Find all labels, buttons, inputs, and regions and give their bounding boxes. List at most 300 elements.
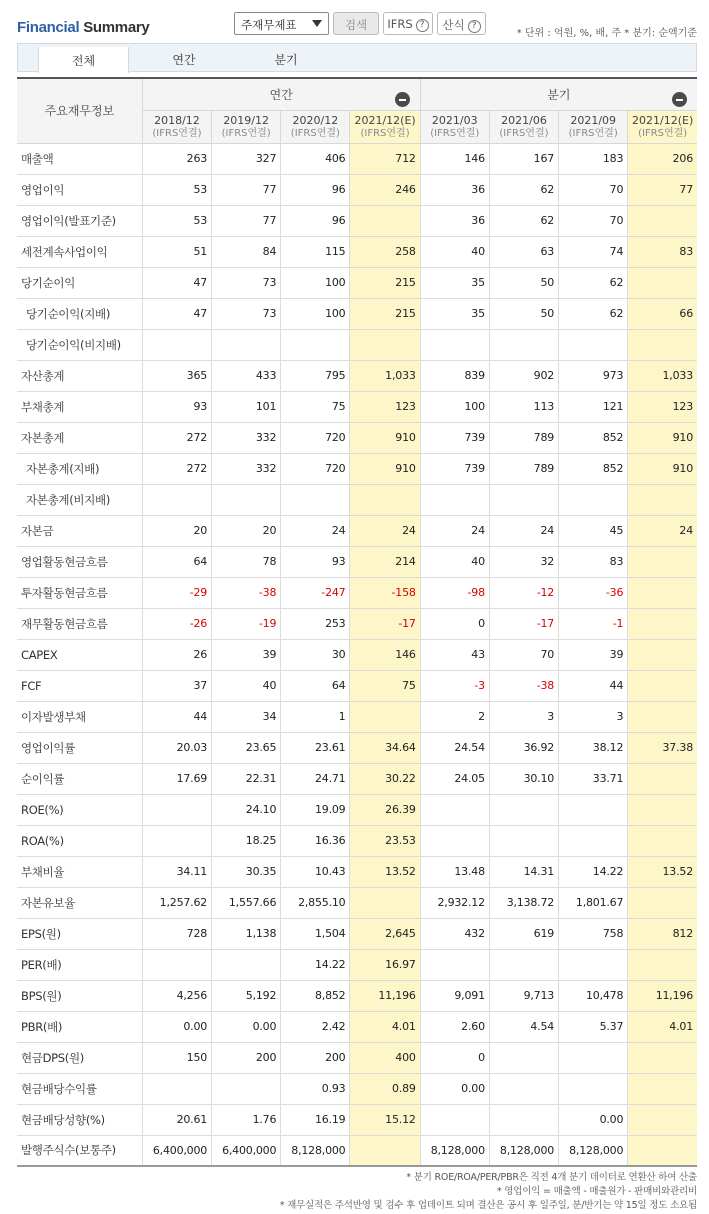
table-row <box>17 1011 697 1042</box>
period-basis: (IFRS연결) <box>638 128 688 139</box>
value-cell: 20.61 <box>142 1104 211 1135</box>
period-tabs <box>17 43 697 72</box>
row-label: EPS(원) <box>17 918 142 949</box>
value-cell: 96 <box>281 205 350 236</box>
value-cell: 73 <box>212 298 281 329</box>
period-header <box>559 110 628 143</box>
value-cell: 146 <box>420 143 489 174</box>
value-cell: 96 <box>281 174 350 205</box>
footnote: * 분기 ROE/ROA/PER/PBR은 직전 4개 분기 데이터로 연환산 하여 산출 <box>406 1172 697 1183</box>
value-cell: 100 <box>281 267 350 298</box>
value-cell: -17 <box>489 608 558 639</box>
value-cell <box>142 329 211 360</box>
value-cell: 34.64 <box>350 732 420 763</box>
value-cell <box>281 329 350 360</box>
value-cell <box>142 794 211 825</box>
value-cell <box>628 1135 697 1166</box>
value-cell: 839 <box>420 360 489 391</box>
table-row <box>17 360 697 391</box>
value-cell: 20 <box>212 515 281 546</box>
value-cell: 9,713 <box>489 980 558 1011</box>
value-cell <box>489 329 558 360</box>
value-cell: -158 <box>350 577 420 608</box>
value-cell: 15.12 <box>350 1104 420 1135</box>
value-cell <box>628 577 697 608</box>
value-cell <box>350 205 420 236</box>
row-label: 재무활동현금흐름 <box>17 608 142 639</box>
row-label: 세전계속사업이익 <box>17 236 142 267</box>
value-cell: 910 <box>350 422 420 453</box>
value-cell: -26 <box>142 608 211 639</box>
collapse-icon[interactable] <box>395 92 410 107</box>
value-cell: 50 <box>489 298 558 329</box>
value-cell: -1 <box>559 608 628 639</box>
tab-annual[interactable]: 연간 <box>172 53 196 67</box>
value-cell: 14.22 <box>281 949 350 980</box>
value-cell: 10,478 <box>559 980 628 1011</box>
table-row <box>17 577 697 608</box>
value-cell: 5.37 <box>559 1011 628 1042</box>
value-cell: 258 <box>350 236 420 267</box>
value-cell: 34 <box>212 701 281 732</box>
value-cell: 45 <box>559 515 628 546</box>
value-cell: 183 <box>559 143 628 174</box>
table-row <box>17 763 697 794</box>
value-cell: -38 <box>489 670 558 701</box>
value-cell <box>628 1073 697 1104</box>
value-cell: 24 <box>489 515 558 546</box>
value-cell: 62 <box>489 205 558 236</box>
row-label: 자본유보율 <box>17 887 142 918</box>
row-label: BPS(원) <box>17 980 142 1011</box>
value-cell <box>559 794 628 825</box>
value-cell: 83 <box>628 236 697 267</box>
value-cell: 739 <box>420 422 489 453</box>
row-label: 자본총계 <box>17 422 142 453</box>
value-cell: 24.54 <box>420 732 489 763</box>
period-header <box>142 110 211 143</box>
row-label: 당기순이익 <box>17 267 142 298</box>
period-header <box>212 110 281 143</box>
value-cell: 852 <box>559 453 628 484</box>
value-cell: 30 <box>281 639 350 670</box>
value-cell <box>420 1104 489 1135</box>
value-cell: 101 <box>212 391 281 422</box>
table-row <box>17 422 697 453</box>
row-label: 당기순이익(지배) <box>17 298 142 329</box>
value-cell: 0.00 <box>212 1011 281 1042</box>
chevron-down-icon <box>312 20 322 27</box>
period-header <box>350 110 420 143</box>
period-label: 2021/03 <box>431 114 478 127</box>
value-cell <box>489 949 558 980</box>
row-label: 당기순이익(비지배) <box>17 329 142 360</box>
value-cell: 44 <box>142 701 211 732</box>
value-cell: -12 <box>489 577 558 608</box>
value-cell: 64 <box>281 670 350 701</box>
value-cell: 795 <box>281 360 350 391</box>
row-label: 영업활동현금흐름 <box>17 546 142 577</box>
value-cell <box>489 484 558 515</box>
value-cell: 365 <box>142 360 211 391</box>
page-header <box>17 10 697 40</box>
value-cell: 272 <box>142 422 211 453</box>
value-cell: 78 <box>212 546 281 577</box>
unit-note: * 단위 : 억원, %, 배, 주 * 분기: 순액기준 <box>516 28 697 39</box>
row-label: 현금배당수익률 <box>17 1073 142 1104</box>
value-cell <box>281 484 350 515</box>
value-cell: 789 <box>489 422 558 453</box>
value-cell <box>559 329 628 360</box>
value-cell: 24 <box>281 515 350 546</box>
value-cell: 758 <box>559 918 628 949</box>
row-label: 현금배당성향(%) <box>17 1104 142 1135</box>
value-cell: 33.71 <box>559 763 628 794</box>
value-cell: 789 <box>489 453 558 484</box>
value-cell: 2,645 <box>350 918 420 949</box>
value-cell: 14.31 <box>489 856 558 887</box>
footnotes <box>280 1171 697 1213</box>
value-cell: 35 <box>420 267 489 298</box>
period-basis: (IFRS연결) <box>430 128 480 139</box>
row-label: 순이익률 <box>17 763 142 794</box>
value-cell: 24.71 <box>281 763 350 794</box>
value-cell: -3 <box>420 670 489 701</box>
value-cell: 66 <box>628 298 697 329</box>
value-cell: 3,138.72 <box>489 887 558 918</box>
value-cell <box>420 484 489 515</box>
value-cell <box>212 329 281 360</box>
row-label: 자본총계(지배) <box>17 453 142 484</box>
value-cell: 24 <box>350 515 420 546</box>
footnote: * 영업이익 = 매출액 - 매출원가 - 판매비와관리비 <box>496 1186 697 1197</box>
period-header <box>628 110 697 143</box>
period-label: 2019/12 <box>223 114 270 127</box>
value-cell: 1.76 <box>212 1104 281 1135</box>
row-header: 주요재무정보 <box>17 78 142 143</box>
period-basis: (IFRS연결) <box>568 128 618 139</box>
collapse-icon[interactable] <box>672 92 687 107</box>
value-cell <box>212 949 281 980</box>
value-cell: 206 <box>628 143 697 174</box>
value-cell: -17 <box>350 608 420 639</box>
value-cell: 150 <box>142 1042 211 1073</box>
value-cell: 93 <box>281 546 350 577</box>
title-part2: Summary <box>83 19 150 36</box>
value-cell: 100 <box>420 391 489 422</box>
value-cell <box>559 1073 628 1104</box>
footnote: * 재무실적은 주석반영 및 검수 후 업데이트 되며 결산은 공시 후 일주일, 분/반기는 약 15일 정도 소요됨 <box>279 1200 697 1211</box>
value-cell <box>142 949 211 980</box>
value-cell: 63 <box>489 236 558 267</box>
value-cell <box>628 794 697 825</box>
value-cell: -247 <box>281 577 350 608</box>
value-cell: 6,400,000 <box>142 1135 211 1166</box>
value-cell <box>559 825 628 856</box>
value-cell: 64 <box>142 546 211 577</box>
table-row <box>17 639 697 670</box>
value-cell: 30.35 <box>212 856 281 887</box>
value-cell: 167 <box>489 143 558 174</box>
value-cell: 0 <box>420 1042 489 1073</box>
row-label: 이자발생부채 <box>17 701 142 732</box>
row-label: FCF <box>17 670 142 701</box>
value-cell: 0.93 <box>281 1073 350 1104</box>
value-cell: 1,557.66 <box>212 887 281 918</box>
value-cell: 74 <box>559 236 628 267</box>
table-row <box>17 794 697 825</box>
value-cell <box>420 329 489 360</box>
value-cell: 0.00 <box>420 1073 489 1104</box>
value-cell <box>350 484 420 515</box>
value-cell: 0.00 <box>142 1011 211 1042</box>
title-part1: Financial <box>17 19 80 36</box>
value-cell: 37.38 <box>628 732 697 763</box>
value-cell <box>628 763 697 794</box>
value-cell: 253 <box>281 608 350 639</box>
value-cell: 35 <box>420 298 489 329</box>
value-cell: 246 <box>350 174 420 205</box>
table-row <box>17 918 697 949</box>
statement-select[interactable] <box>234 12 329 35</box>
value-cell: 47 <box>142 298 211 329</box>
value-cell <box>142 1073 211 1104</box>
ifrs-help-button[interactable] <box>383 12 433 35</box>
value-cell: 40 <box>420 546 489 577</box>
value-cell <box>559 484 628 515</box>
value-cell: 37 <box>142 670 211 701</box>
table-row <box>17 236 697 267</box>
value-cell: 327 <box>212 143 281 174</box>
value-cell: 4.01 <box>628 1011 697 1042</box>
value-cell: 214 <box>350 546 420 577</box>
period-basis: (IFRS연결) <box>152 128 202 139</box>
row-label: PER(배) <box>17 949 142 980</box>
value-cell: 73 <box>212 267 281 298</box>
period-label: 2021/12(E) <box>354 114 416 127</box>
value-cell: 123 <box>628 391 697 422</box>
row-label: 자본총계(비지배) <box>17 484 142 515</box>
period-label: 2021/06 <box>501 114 547 127</box>
period-header <box>420 110 489 143</box>
value-cell: 5,192 <box>212 980 281 1011</box>
period-header <box>489 110 558 143</box>
value-cell: 973 <box>559 360 628 391</box>
value-cell: 9,091 <box>420 980 489 1011</box>
period-label: 2021/12(E) <box>632 114 694 127</box>
value-cell: 123 <box>350 391 420 422</box>
table-row <box>17 174 697 205</box>
value-cell: 8,852 <box>281 980 350 1011</box>
value-cell: 77 <box>212 174 281 205</box>
table-row <box>17 298 697 329</box>
row-label: CAPEX <box>17 639 142 670</box>
value-cell: 22.31 <box>212 763 281 794</box>
help-icon: ? <box>416 19 429 32</box>
value-cell: 13.52 <box>628 856 697 887</box>
value-cell: 39 <box>559 639 628 670</box>
table-row <box>17 329 697 360</box>
value-cell: 739 <box>420 453 489 484</box>
formula-help-button[interactable] <box>437 12 486 35</box>
value-cell: 852 <box>559 422 628 453</box>
table-row <box>17 856 697 887</box>
value-cell: 53 <box>142 205 211 236</box>
value-cell: 8,128,000 <box>489 1135 558 1166</box>
value-cell: 8,128,000 <box>559 1135 628 1166</box>
value-cell: 53 <box>142 174 211 205</box>
row-label: 매출액 <box>17 143 142 174</box>
value-cell: 14.22 <box>559 856 628 887</box>
value-cell: 200 <box>281 1042 350 1073</box>
value-cell: 40 <box>212 670 281 701</box>
value-cell: 84 <box>212 236 281 267</box>
row-label: 투자활동현금흐름 <box>17 577 142 608</box>
value-cell: 70 <box>489 639 558 670</box>
value-cell: 406 <box>281 143 350 174</box>
value-cell <box>559 1042 628 1073</box>
value-cell: 39 <box>212 639 281 670</box>
value-cell: 13.48 <box>420 856 489 887</box>
value-cell: 812 <box>628 918 697 949</box>
value-cell: 113 <box>489 391 558 422</box>
value-cell: 50 <box>489 267 558 298</box>
value-cell: 2 <box>420 701 489 732</box>
value-cell: 51 <box>142 236 211 267</box>
value-cell: 4.01 <box>350 1011 420 1042</box>
value-cell: 215 <box>350 298 420 329</box>
table-row <box>17 205 697 236</box>
value-cell <box>489 1104 558 1135</box>
row-label: 영업이익률 <box>17 732 142 763</box>
table-row <box>17 670 697 701</box>
value-cell: 26 <box>142 639 211 670</box>
value-cell: 8,128,000 <box>281 1135 350 1166</box>
value-cell: 11,196 <box>628 980 697 1011</box>
value-cell <box>628 205 697 236</box>
value-cell: 32 <box>489 546 558 577</box>
value-cell: 728 <box>142 918 211 949</box>
value-cell: 16.36 <box>281 825 350 856</box>
value-cell: 20 <box>142 515 211 546</box>
value-cell: 720 <box>281 422 350 453</box>
value-cell: 100 <box>281 298 350 329</box>
value-cell: 62 <box>489 174 558 205</box>
table-row <box>17 949 697 980</box>
value-cell: 77 <box>212 205 281 236</box>
value-cell: 1,138 <box>212 918 281 949</box>
value-cell: 1,033 <box>628 360 697 391</box>
value-cell: 332 <box>212 422 281 453</box>
value-cell <box>628 1042 697 1073</box>
value-cell <box>628 639 697 670</box>
value-cell <box>489 1073 558 1104</box>
period-basis: (IFRS연결) <box>499 128 549 139</box>
value-cell <box>628 670 697 701</box>
table-row <box>17 1104 697 1135</box>
value-cell: 8,128,000 <box>420 1135 489 1166</box>
value-cell: 20.03 <box>142 732 211 763</box>
statement-select-value: 주재무제표 <box>241 18 297 32</box>
period-header <box>281 110 350 143</box>
tab-all[interactable]: 전체 <box>38 47 129 73</box>
value-cell: 93 <box>142 391 211 422</box>
row-label: 자본금 <box>17 515 142 546</box>
value-cell: 43 <box>420 639 489 670</box>
period-basis: (IFRS연결) <box>360 128 410 139</box>
value-cell: 23.61 <box>281 732 350 763</box>
tab-quarter[interactable]: 분기 <box>274 53 298 67</box>
value-cell: 16.97 <box>350 949 420 980</box>
value-cell <box>350 329 420 360</box>
value-cell: 30.10 <box>489 763 558 794</box>
value-cell: 36 <box>420 205 489 236</box>
value-cell: 0.89 <box>350 1073 420 1104</box>
annual-group-header <box>142 78 420 110</box>
value-cell <box>350 1135 420 1166</box>
table-row <box>17 453 697 484</box>
row-label: 부채비율 <box>17 856 142 887</box>
value-cell: 910 <box>628 453 697 484</box>
help-icon: ? <box>468 20 481 33</box>
value-cell: 2.60 <box>420 1011 489 1042</box>
search-button[interactable]: 검색 <box>333 12 379 35</box>
value-cell: 0.00 <box>559 1104 628 1135</box>
table-row <box>17 980 697 1011</box>
value-cell <box>142 484 211 515</box>
value-cell <box>489 1042 558 1073</box>
value-cell: 115 <box>281 236 350 267</box>
table-row <box>17 391 697 422</box>
value-cell <box>350 887 420 918</box>
value-cell: 4.54 <box>489 1011 558 1042</box>
value-cell: 1,504 <box>281 918 350 949</box>
row-label: 부채총계 <box>17 391 142 422</box>
value-cell: 215 <box>350 267 420 298</box>
value-cell: 10.43 <box>281 856 350 887</box>
value-cell: 62 <box>559 298 628 329</box>
value-cell <box>628 825 697 856</box>
value-cell: 332 <box>212 453 281 484</box>
value-cell <box>142 825 211 856</box>
value-cell: 34.11 <box>142 856 211 887</box>
value-cell <box>628 267 697 298</box>
value-cell: 24 <box>628 515 697 546</box>
value-cell: 18.25 <box>212 825 281 856</box>
table-row <box>17 267 697 298</box>
quarter-group-header <box>420 78 697 110</box>
row-label: 현금DPS(원) <box>17 1042 142 1073</box>
table-row <box>17 825 697 856</box>
value-cell <box>420 825 489 856</box>
value-cell: 902 <box>489 360 558 391</box>
table-row <box>17 608 697 639</box>
value-cell <box>559 949 628 980</box>
table-row <box>17 701 697 732</box>
value-cell: 36.92 <box>489 732 558 763</box>
value-cell <box>628 887 697 918</box>
value-cell: 146 <box>350 639 420 670</box>
table-row <box>17 515 697 546</box>
formula-label: 산식 <box>442 18 465 32</box>
value-cell: 1,033 <box>350 360 420 391</box>
value-cell: 30.22 <box>350 763 420 794</box>
value-cell: 200 <box>212 1042 281 1073</box>
value-cell: 17.69 <box>142 763 211 794</box>
value-cell: 3 <box>489 701 558 732</box>
value-cell: 38.12 <box>559 732 628 763</box>
value-cell <box>212 1073 281 1104</box>
